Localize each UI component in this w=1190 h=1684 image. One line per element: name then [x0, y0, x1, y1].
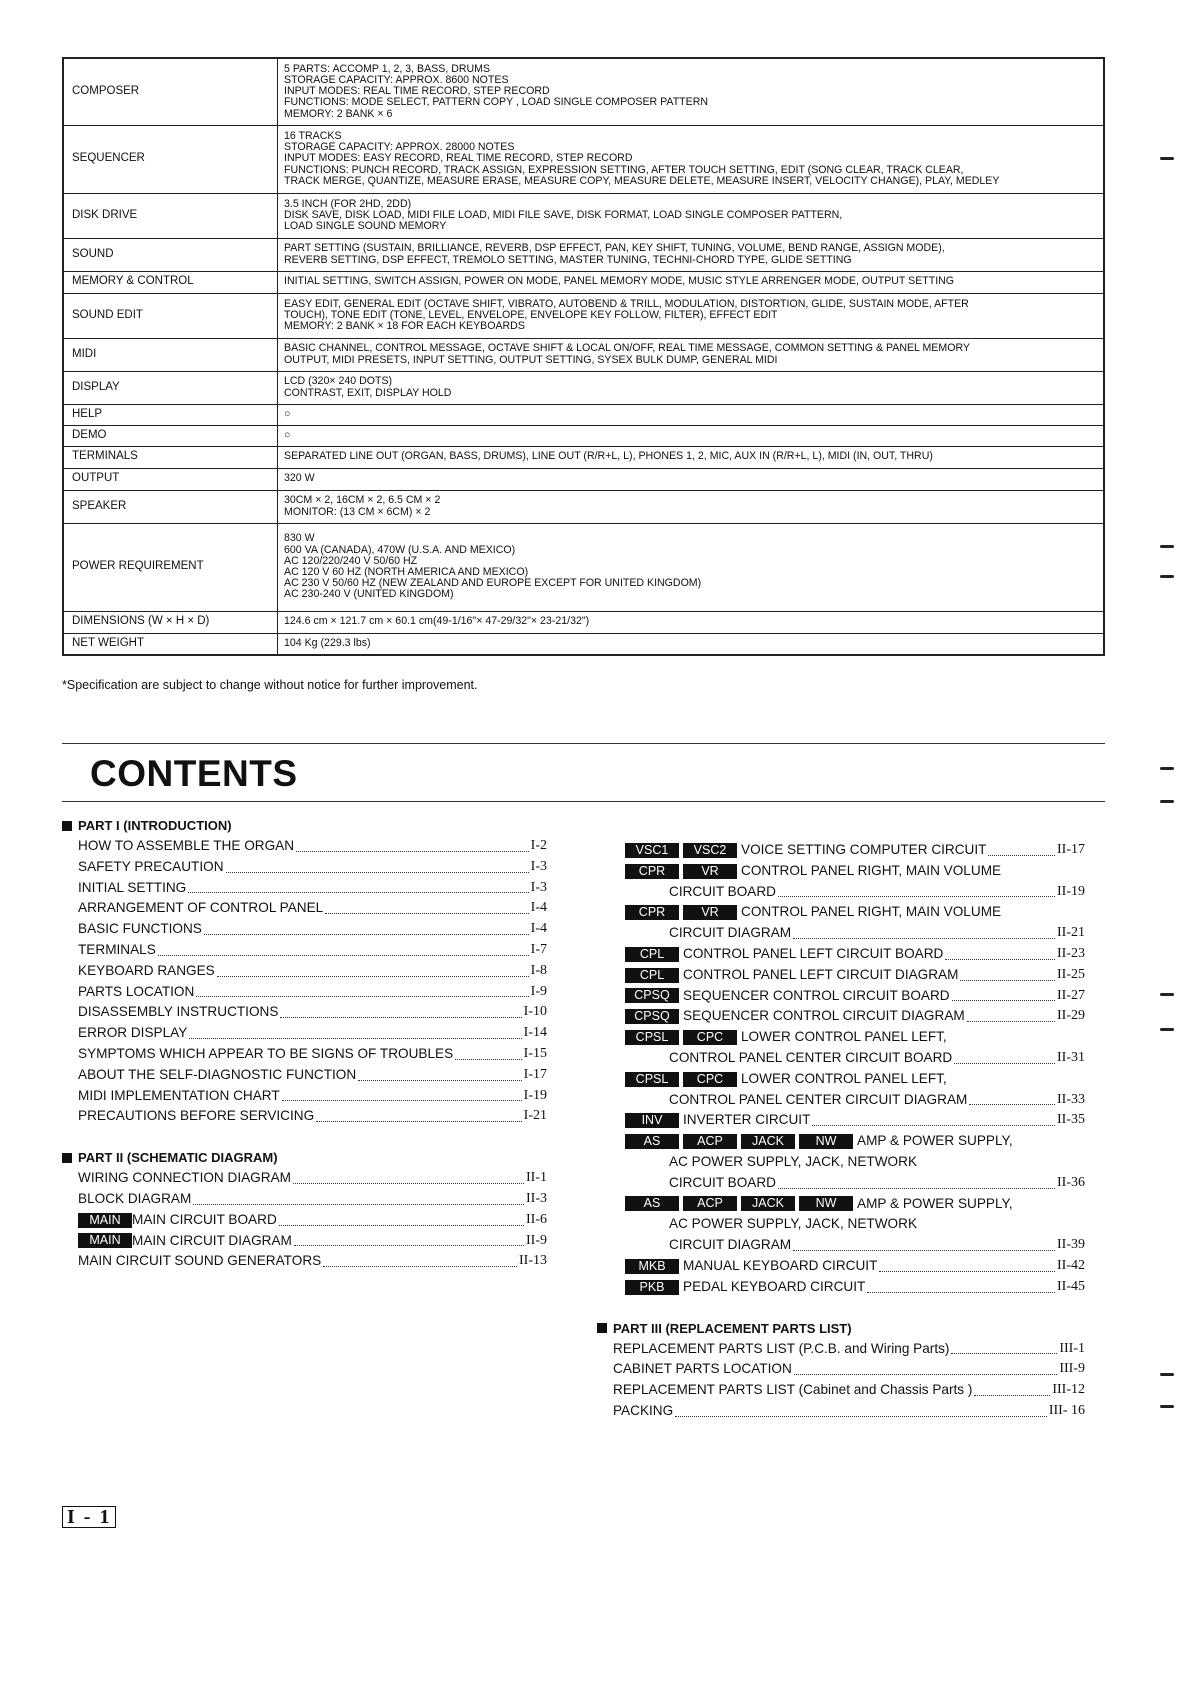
toc-entry[interactable]: MIDI IMPLEMENTATION CHART I-19: [78, 1087, 547, 1103]
toc-entry-continued[interactable]: CIRCUIT BOARD II-19: [669, 883, 1085, 899]
toc-entry[interactable]: CPSL CPC LOWER CONTROL PANEL LEFT,: [625, 1069, 1085, 1090]
spec-line: BASIC CHANNEL, CONTROL MESSAGE, OCTAVE SHIFT & LOCAL ON/OFF, REAL TIME MESSAGE, COMMON SETTING & PANEL MEMORY: [284, 342, 970, 355]
board-tag: ACP: [683, 1196, 737, 1211]
toc-entry[interactable]: BASIC FUNCTIONS I-4: [78, 921, 547, 937]
spec-row-disk-drive: [63, 193, 1104, 238]
board-tag: MAIN: [78, 1213, 132, 1228]
margin-mark: [1160, 575, 1174, 578]
toc-entry[interactable]: DISASSEMBLY INSTRUCTIONS I-10: [78, 1004, 547, 1020]
spec-line: 5 PARTS: ACCOMP 1, 2, 3, BASS, DRUMS: [284, 62, 491, 75]
board-tag: CPSL: [625, 1072, 679, 1087]
toc-entry[interactable]: CPSL CPC LOWER CONTROL PANEL LEFT,: [625, 1027, 1085, 1048]
spec-row-terminals: [63, 446, 1104, 468]
spec-line: 320 W: [284, 472, 315, 485]
toc-entry[interactable]: ABOUT THE SELF-DIAGNOSTIC FUNCTION I-17: [78, 1066, 547, 1082]
spec-line: AC 120/220/240 V 50/60 HZ: [284, 554, 418, 567]
board-tag: CPSL: [625, 1030, 679, 1045]
board-tag: PKB: [625, 1280, 679, 1295]
spec-row-net-weight: [63, 633, 1104, 655]
spec-label: COMPOSER: [63, 58, 278, 125]
margin-mark: [1160, 1373, 1174, 1376]
spec-line: LOAD SINGLE SOUND MEMORY: [284, 220, 447, 233]
spec-row-help: [63, 404, 1104, 425]
bullet-square-icon: [597, 1323, 607, 1333]
toc-entry[interactable]: MAIN MAIN CIRCUIT DIAGRAM II-9: [78, 1231, 547, 1252]
spec-line: EASY EDIT, GENERAL EDIT (OCTAVE SHIFT, VIBRATO, AUTOBEND & TRILL, MODULATION, DISTORTION, GLIDE, SUSTAIN MODE, AFTER: [284, 297, 969, 310]
board-tag: INV: [625, 1113, 679, 1128]
spec-label: SOUND: [63, 238, 278, 271]
spec-line: LCD (320× 240 DOTS): [284, 375, 393, 388]
spec-label: POWER REQUIREMENT: [63, 523, 278, 611]
spec-row-sound: [63, 238, 1104, 271]
spec-label: OUTPUT: [63, 468, 278, 490]
part2-heading: PART II (SCHEMATIC DIAGRAM): [62, 1147, 547, 1168]
spec-row-memory-control: [63, 271, 1104, 293]
spec-line: SEPARATED LINE OUT (ORGAN, BASS, DRUMS), LINE OUT (R/R+L, L), PHONES 1, 2, MIC, AUX IN (R/R+L, L), MIDI (IN, OUT, THRU): [284, 450, 933, 463]
toc-entry[interactable]: PARTS LOCATION I-9: [78, 983, 547, 999]
toc-entry[interactable]: REPLACEMENT PARTS LIST (Cabinet and Chassis Parts ) III-12: [613, 1382, 1085, 1398]
spec-label: DEMO: [63, 425, 278, 446]
board-tag: JACK: [741, 1196, 795, 1211]
spec-label: MEMORY & CONTROL: [63, 271, 278, 293]
toc-entry-continued[interactable]: CIRCUIT BOARD II-36: [669, 1174, 1085, 1190]
toc-entry[interactable]: CPL CONTROL PANEL LEFT CIRCUIT BOARD II-23: [625, 944, 1085, 965]
toc-entry[interactable]: AS ACP JACK NW AMP & POWER SUPPLY,: [625, 1131, 1085, 1152]
toc-entry[interactable]: PKB PEDAL KEYBOARD CIRCUIT II-45: [625, 1277, 1085, 1298]
spec-footnote: *Specification are subject to change without notice for further improvement.: [62, 678, 478, 692]
toc-left-column: [62, 815, 547, 1272]
spec-line: 3.5 INCH (FOR 2HD, 2DD): [284, 197, 412, 210]
spec-label: HELP: [63, 404, 278, 425]
board-tag: JACK: [741, 1134, 795, 1149]
toc-entry[interactable]: CPSQ SEQUENCER CONTROL CIRCUIT BOARD II-27: [625, 986, 1085, 1007]
spec-line: INPUT MODES: REAL TIME RECORD, STEP RECORD: [284, 85, 550, 98]
part1-heading: PART I (INTRODUCTION): [62, 815, 547, 836]
toc-entry[interactable]: CPR VR CONTROL PANEL RIGHT, MAIN VOLUME: [625, 902, 1085, 923]
spec-line: 104 Kg (229.3 lbs): [284, 637, 371, 650]
spec-row-demo: [63, 425, 1104, 446]
spec-label: NET WEIGHT: [63, 633, 278, 655]
toc-entry[interactable]: AS ACP JACK NW AMP & POWER SUPPLY,: [625, 1194, 1085, 1215]
toc-entry[interactable]: PRECAUTIONS BEFORE SERVICING I-21: [78, 1108, 547, 1124]
spec-line: AC 230 V 50/60 HZ (NEW ZEALAND AND EUROPE EXCEPT FOR UNITED KINGDOM): [284, 577, 702, 590]
contents-top-rule: [62, 743, 1105, 744]
board-tag: AS: [625, 1196, 679, 1211]
spec-line: 600 VA (CANADA), 470W (U.S.A. AND MEXICO): [284, 543, 516, 556]
spec-label: DIMENSIONS (W × H × D): [63, 611, 278, 633]
board-tag: VR: [683, 905, 737, 920]
toc-entry-continued[interactable]: CIRCUIT DIAGRAM II-39: [669, 1237, 1085, 1253]
spec-label: SOUND EDIT: [63, 293, 278, 338]
toc-entry[interactable]: INV INVERTER CIRCUIT II-35: [625, 1110, 1085, 1131]
specification-table: [62, 57, 1105, 656]
spec-line: 30CM × 2, 16CM × 2, 6.5 CM × 2: [284, 494, 441, 507]
spec-line: AC 120 V 60 HZ (NORTH AMERICA AND MEXICO): [284, 566, 529, 578]
spec-line: MONITOR: (13 CM × 6CM) × 2: [284, 505, 431, 518]
board-tag: NW: [799, 1196, 853, 1211]
board-tag: NW: [799, 1134, 853, 1149]
spec-row-sound-edit: [63, 293, 1104, 338]
spec-label: SPEAKER: [63, 490, 278, 523]
toc-entry[interactable]: CABINET PARTS LOCATION III-9: [613, 1361, 1085, 1377]
spec-line: STORAGE CAPACITY: APPROX. 8600 NOTES: [284, 73, 509, 86]
margin-mark: [1160, 767, 1174, 770]
spec-line: DISK SAVE, DISK LOAD, MIDI FILE LOAD, MIDI FILE SAVE, DISK FORMAT, LOAD SINGLE COMPOSER PATTERN,: [284, 208, 843, 221]
board-tag: VSC1: [625, 843, 679, 858]
spec-label: DISK DRIVE: [63, 193, 278, 238]
spec-label: MIDI: [63, 338, 278, 371]
board-tag: CPR: [625, 905, 679, 920]
spec-line: ○: [284, 407, 291, 420]
spec-line: PART SETTING (SUSTAIN, BRILLIANCE, REVERB, DSP EFFECT, PAN, KEY SHIFT, TUNING, VOLUME, BEND RANGE, ASSIGN MODE),: [284, 242, 945, 255]
bullet-square-icon: [62, 821, 72, 831]
spec-line: MEMORY: 2 BANK × 6: [284, 107, 393, 120]
board-tag: CPC: [683, 1072, 737, 1087]
toc-entry-continued[interactable]: AC POWER SUPPLY, JACK, NETWORK: [669, 1216, 918, 1232]
spec-line: FUNCTIONS: MODE SELECT, PATTERN COPY , LOAD SINGLE COMPOSER PATTERN: [284, 96, 709, 109]
toc-entry[interactable]: INITIAL SETTING I-3: [78, 879, 547, 895]
spec-line: 124.6 cm × 121.7 cm × 60.1 cm(49-1/16"× 47-29/32"× 23-21/32"): [284, 615, 590, 628]
board-tag: MAIN: [78, 1233, 132, 1248]
spec-line: OUTPUT, MIDI PRESETS, INPUT SETTING, OUTPUT SETTING, SYSEX BULK DUMP, GENERAL MIDI: [284, 353, 778, 366]
margin-mark: [1160, 1405, 1174, 1408]
spec-label: DISPLAY: [63, 371, 278, 404]
toc-entry[interactable]: WIRING CONNECTION DIAGRAM II-1: [78, 1170, 547, 1186]
toc-entry[interactable]: SAFETY PRECAUTION I-3: [78, 858, 547, 874]
spec-row-midi: [63, 338, 1104, 371]
spec-row-composer: [63, 58, 1104, 125]
margin-mark: [1160, 157, 1174, 160]
toc-entry[interactable]: ARRANGEMENT OF CONTROL PANEL I-4: [78, 900, 547, 916]
board-tag: MKB: [625, 1259, 679, 1274]
board-tag: CPL: [625, 947, 679, 962]
margin-mark: [1160, 545, 1174, 548]
toc-entry[interactable]: MAIN CIRCUIT SOUND GENERATORS II-13: [78, 1253, 547, 1269]
board-tag: VR: [683, 864, 737, 879]
margin-mark: [1160, 993, 1174, 996]
toc-entry-continued[interactable]: CONTROL PANEL CENTER CIRCUIT DIAGRAM II-33: [669, 1091, 1085, 1107]
board-tag: CPC: [683, 1030, 737, 1045]
spec-line: 830 W: [284, 532, 315, 545]
toc-entry[interactable]: CPL CONTROL PANEL LEFT CIRCUIT DIAGRAM II-25: [625, 965, 1085, 986]
toc-entry[interactable]: CPR VR CONTROL PANEL RIGHT, MAIN VOLUME: [625, 861, 1085, 882]
toc-entry[interactable]: KEYBOARD RANGES I-8: [78, 962, 547, 978]
contents-bottom-rule: [62, 801, 1105, 802]
contents-title: CONTENTS: [90, 753, 298, 794]
spec-row-speaker: [63, 490, 1104, 523]
board-tag: CPSQ: [625, 988, 679, 1003]
page-number: I - 1: [62, 1506, 116, 1528]
spec-line: REVERB SETTING, DSP EFFECT, TREMOLO SETTING, MASTER TUNING, TECHNI-CHORD TYPE, GLIDE SETTING: [284, 253, 852, 266]
spec-label: SEQUENCER: [63, 125, 278, 193]
part3-heading: PART III (REPLACEMENT PARTS LIST): [597, 1318, 1085, 1339]
spec-row-dimensions: [63, 611, 1104, 633]
toc-entry[interactable]: TERMINALS I-7: [78, 941, 547, 957]
bullet-square-icon: [62, 1153, 72, 1163]
spec-line: 16 TRACKS: [284, 129, 342, 142]
toc-right-column: [613, 840, 1085, 1422]
board-tag: ACP: [683, 1134, 737, 1149]
spec-line: INITIAL SETTING, SWITCH ASSIGN, POWER ON MODE, PANEL MEMORY MODE, MUSIC STYLE ARRENGER MODE, OUTPUT SETTING: [284, 275, 955, 288]
spec-line: TRACK MERGE, QUANTIZE, MEASURE ERASE, MEASURE COPY, MEASURE DELETE, MEASURE INSERT, VELOCITY CHANGE), PLAY, MEDLEY: [284, 174, 1000, 187]
toc-entry[interactable]: ERROR DISPLAY I-14: [78, 1025, 547, 1041]
spec-row-output: [63, 468, 1104, 490]
board-tag: CPR: [625, 864, 679, 879]
board-tag: VSC2: [683, 843, 737, 858]
spec-line: TOUCH), TONE EDIT (TONE, LEVEL, ENVELOPE, ENVELOPE KEY FOLLOW, FILTER), EFFECT EDIT: [284, 308, 778, 321]
board-tag: CPL: [625, 968, 679, 983]
spec-row-sequencer: [63, 125, 1104, 193]
spec-row-power: [63, 523, 1104, 611]
spec-label: TERMINALS: [63, 446, 278, 468]
toc-entry[interactable]: VSC1 VSC2 VOICE SETTING COMPUTER CIRCUIT II-17: [625, 840, 1085, 861]
toc-entry[interactable]: SYMPTOMS WHICH APPEAR TO BE SIGNS OF TROUBLES I-15: [78, 1045, 547, 1061]
spec-line: INPUT MODES: EASY RECORD, REAL TIME RECORD, STEP RECORD: [284, 152, 633, 165]
board-tag: AS: [625, 1134, 679, 1149]
spec-line: CONTRAST, EXIT, DISPLAY HOLD: [284, 386, 452, 399]
spec-line: STORAGE CAPACITY: APPROX. 28000 NOTES: [284, 141, 515, 154]
toc-entry-continued[interactable]: CIRCUIT DIAGRAM II-21: [669, 925, 1085, 941]
margin-mark: [1160, 1028, 1174, 1031]
spec-line: FUNCTIONS: PUNCH RECORD, TRACK ASSIGN, EXPRESSION SETTING, AFTER TOUCH SETTING, EDIT (SONG CLEAR, TRACK CLEAR,: [284, 163, 964, 176]
toc-entry[interactable]: HOW TO ASSEMBLE THE ORGAN I-2: [78, 838, 547, 853]
spec-row-display: [63, 371, 1104, 404]
toc-entry[interactable]: MKB MANUAL KEYBOARD CIRCUIT II-42: [625, 1256, 1085, 1277]
toc-entry[interactable]: MAIN MAIN CIRCUIT BOARD II-6: [78, 1210, 547, 1231]
board-tag: CPSQ: [625, 1009, 679, 1024]
toc-entry[interactable]: REPLACEMENT PARTS LIST (P.C.B. and Wiring Parts) III-1: [613, 1340, 1085, 1356]
toc-entry[interactable]: BLOCK DIAGRAM II-3: [78, 1190, 547, 1206]
spec-line: MEMORY: 2 BANK × 18 FOR EACH KEYBOARDS: [284, 320, 525, 333]
toc-entry[interactable]: PACKING III- 16: [613, 1402, 1085, 1418]
toc-entry[interactable]: CPSQ SEQUENCER CONTROL CIRCUIT DIAGRAM II-29: [625, 1006, 1085, 1027]
margin-mark: [1160, 800, 1174, 803]
spec-line: AC 230-240 V (UNITED KINGDOM): [284, 588, 454, 601]
toc-entry-continued[interactable]: CONTROL PANEL CENTER CIRCUIT BOARD II-31: [669, 1049, 1085, 1065]
toc-entry-continued[interactable]: AC POWER SUPPLY, JACK, NETWORK: [669, 1153, 918, 1169]
spec-line: ○: [284, 428, 291, 441]
